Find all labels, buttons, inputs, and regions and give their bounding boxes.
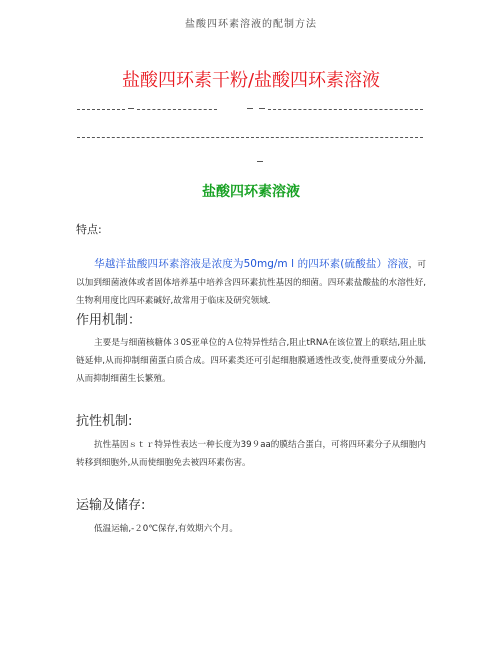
section-paragraph-features (76, 255, 426, 310)
divider (77, 108, 125, 110)
paragraph-text: ，可以加到细菌液体或者固体培养基中培养含四环素抗性基因的细菌。四环素盐酸盐的水溶性好,生物利用度比四环素碱好,故常用于临床及研究领域． (76, 260, 426, 306)
section-heading-features: 特点: (76, 223, 102, 236)
divider (128, 108, 134, 109)
paragraph-text: 低温运输,-２0℃保存,有效期六个月。 (94, 524, 238, 534)
section-heading-resistance: 抗性机制: (76, 414, 133, 429)
divider (268, 108, 423, 110)
running-header: 盐酸四环素溶液的配制方法 (185, 19, 317, 30)
divider (247, 108, 253, 109)
section-heading-storage: 运输及储存: (76, 498, 146, 513)
divider (77, 136, 423, 138)
section-paragraph-resistance (76, 436, 426, 472)
section-paragraph-storage (76, 520, 426, 538)
divider (137, 108, 217, 110)
paragraph-text: 主要是与细菌核糖体３0S亚单位的Ａ位特异性结合,阻止tRNA在该位置上的联结,阻止肽链延伸,从而抑制细菌蛋白质合成。四环素类还可引起细胞膜通透性改变,使得重要成分外漏,从而抑制细菌生长繁殖。 (76, 338, 426, 384)
divider (257, 161, 263, 162)
highlight-text: 华越洋盐酸四环素溶液是浓度为50mg/m l 的四环素(硫酸盐）溶液 (94, 258, 409, 270)
divider (259, 108, 265, 109)
section-title: 盐酸四环素溶液 (202, 184, 300, 200)
page-title: 盐酸四环素干粉/盐酸四环素溶液 (121, 70, 381, 91)
section-heading-mechanism: 作用机制： (76, 313, 142, 328)
paragraph-text: 抗性基因ｓｔｒ特异性表达一种长度为39９aa的膜结合蛋白，可将四环素分子从细胞内转移到细胞外,从而使细胞免去被四环素伤害。 (76, 440, 426, 468)
section-paragraph-mechanism (76, 334, 426, 388)
